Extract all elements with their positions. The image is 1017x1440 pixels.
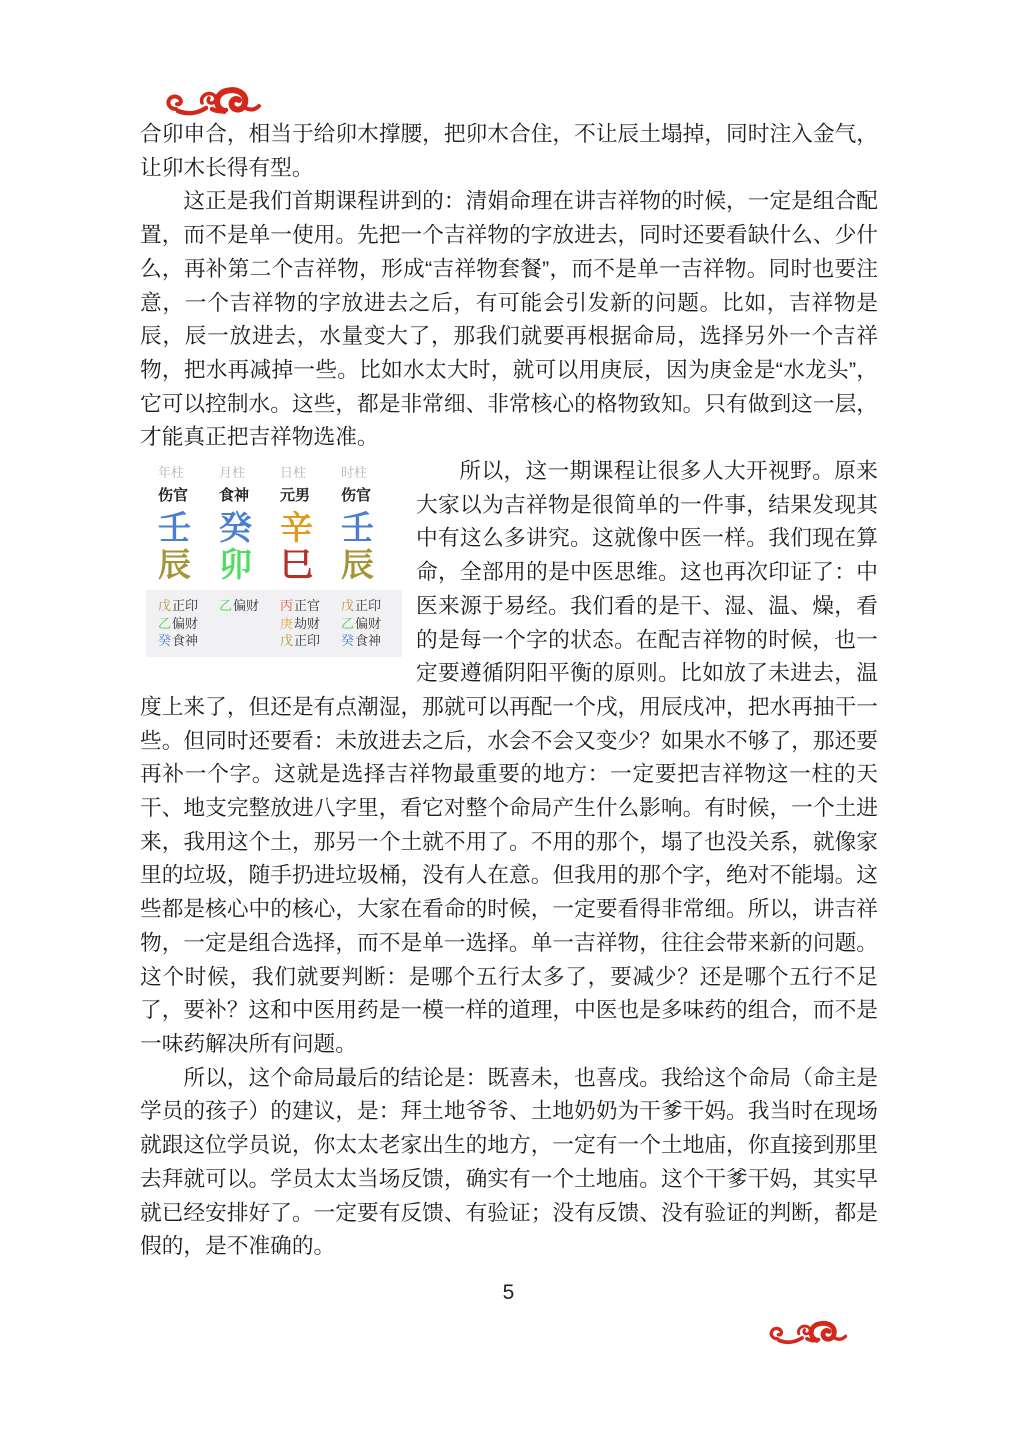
paragraph-3 (140, 454, 878, 1061)
hidden-stems-hour (341, 597, 402, 650)
hidden-stem: 戊 (341, 598, 355, 614)
heavenly-stem: 辛 (280, 509, 313, 547)
hidden-stem: 乙 (219, 598, 233, 614)
hidden-stems-month (219, 597, 280, 650)
hidden-god: 偏财 (233, 598, 260, 614)
bazi-month-pillar (219, 464, 280, 583)
hidden-god: 正印 (172, 598, 199, 614)
earthly-branch: 巳 (280, 546, 313, 584)
hidden-stem: 癸 (158, 633, 172, 649)
bazi-day-pillar (280, 464, 341, 583)
hidden-god: 正印 (294, 633, 321, 649)
bazi-hour-pillar (341, 464, 402, 583)
hidden-god: 正官 (294, 598, 321, 614)
hidden-stem: 乙 (158, 615, 172, 631)
page-content (140, 117, 878, 1263)
hidden-stem: 戊 (280, 633, 294, 649)
paragraph-4: 所以，这个命局最后的结论是：既喜未，也喜戌。我给这个命局（命主是学员的孩子）的建议，是：拜土地爷爷、土地奶奶为干爹干妈。我当时在现场就跟这位学员说，你太太老家出生的地方，一定有一个土地庙，你直接到那里去拜就可以。学员太太当场反馈，确实有一个土地庙。这个干爹干妈，其实早就已经安排好了。一定要有反馈、有验证；没有反馈、没有验证的判断，都是假的，是不准确的。 (140, 1064, 878, 1259)
bazi-pillars (140, 464, 402, 583)
pillar-god: 元男 (280, 487, 311, 505)
heavenly-stem: 壬 (158, 509, 191, 547)
hidden-stems-panel (146, 590, 402, 657)
earthly-branch: 卯 (219, 546, 252, 584)
pillar-header: 年柱 (158, 465, 185, 481)
paragraph-2: 这正是我们首期课程讲到的：清娟命理在讲吉祥物的时候，一定是组合配置，而不是单一使用。先把一个吉祥物的字放进去，同时还要看缺什么、少什么，再补第二个吉祥物，形成“吉祥物套餐”，而不是单一吉祥物。同时也要注意，一个吉祥物的字放进去之后，有可能会引发新的问题。比如，吉祥物是辰，辰一放进去，水量变大了，那我们就要再根据命局，选择另外一个吉祥物，把水再减掉一些。比如水太大时，就可以用庚辰，因为庚金是“水龙头”，它可以控制水。这些，都是非常细、非常核心的格物致知。只有做到这一层，才能真正把吉祥物选准。 (140, 188, 878, 450)
hidden-god: 偏财 (355, 615, 382, 631)
bazi-year-pillar (158, 464, 219, 583)
hidden-stems-year (158, 597, 219, 650)
pillar-header: 时柱 (341, 465, 368, 481)
heavenly-stem: 癸 (219, 509, 252, 547)
hidden-stem: 庚 (280, 615, 294, 631)
paragraph-1: 合卯申合，相当于给卯木撑腰，把卯木合住，不让辰土塌掉，同时注入金气，让卯木长得有型。 (140, 121, 878, 180)
cloud-ornament-top-icon (162, 84, 262, 120)
hidden-god: 食神 (172, 633, 199, 649)
pillar-god: 食神 (219, 487, 250, 505)
hidden-stem: 乙 (341, 615, 355, 631)
hidden-stems-day (280, 597, 341, 650)
pillar-god: 伤官 (158, 487, 189, 505)
hidden-god: 偏财 (172, 615, 199, 631)
pillar-god: 伤官 (341, 487, 372, 505)
hidden-god: 劫财 (294, 615, 321, 631)
heavenly-stem: 壬 (341, 509, 374, 547)
hidden-stem: 癸 (341, 633, 355, 649)
hidden-stem: 丙 (280, 598, 294, 614)
bazi-chart (140, 464, 402, 657)
cloud-ornament-bottom-icon (766, 1318, 848, 1348)
page-number: 5 (502, 1281, 515, 1304)
hidden-god: 食神 (355, 633, 382, 649)
earthly-branch: 辰 (158, 546, 191, 584)
earthly-branch: 辰 (341, 546, 374, 584)
paragraph-3-text: 所以，这一期课程让很多人大开视野。原来大家以为吉祥物是很简单的一件事，结果发现其中有这么多讲究。这就像中医一样。我们现在算命，全部用的是中医思维。这也再次印证了：中医来源于易经。我们看的是干、湿、温、燥，看的是每一个字的状态。在配吉祥物的时候，也一定要遵循阴阳平衡的原则。比如放了未进去，温度上来了，但还是有点潮湿，那就可以再配一个戌，用辰戌冲，把水再抽干一些。但同时还要看：未放进去之后，水会不会又变少？如果水不够了，那还要再补一个字。这就是选择吉祥物最重要的地方：一定要把吉祥物这一柱的天干、地支完整放进八字里，看它对整个命局产生什么影响。有时候，一个土进来，我用这个土，那另一个土就不用了。不用的那个，塌了也没关系，就像家里的垃圾，随手扔进垃圾桶，没有人在意。但我用的那个字，绝对不能塌。这些都是核心中的核心，大家在看命的时候，一定要看得非常细。所以，讲吉祥物，一定是组合选择，而不是单一选择。单一吉祥物，往往会带来新的问题。这个时候，我们就要判断：是哪个五行太多了，要减少？还是哪个五行不足了，要补？这和中医用药是一模一样的道理，中医也是多味药的组合，而不是一味药解决所有问题。 (140, 458, 878, 1056)
pillar-header: 月柱 (219, 465, 246, 481)
pillar-header: 日柱 (280, 465, 307, 481)
hidden-stem: 戊 (158, 598, 172, 614)
hidden-god: 正印 (355, 598, 382, 614)
